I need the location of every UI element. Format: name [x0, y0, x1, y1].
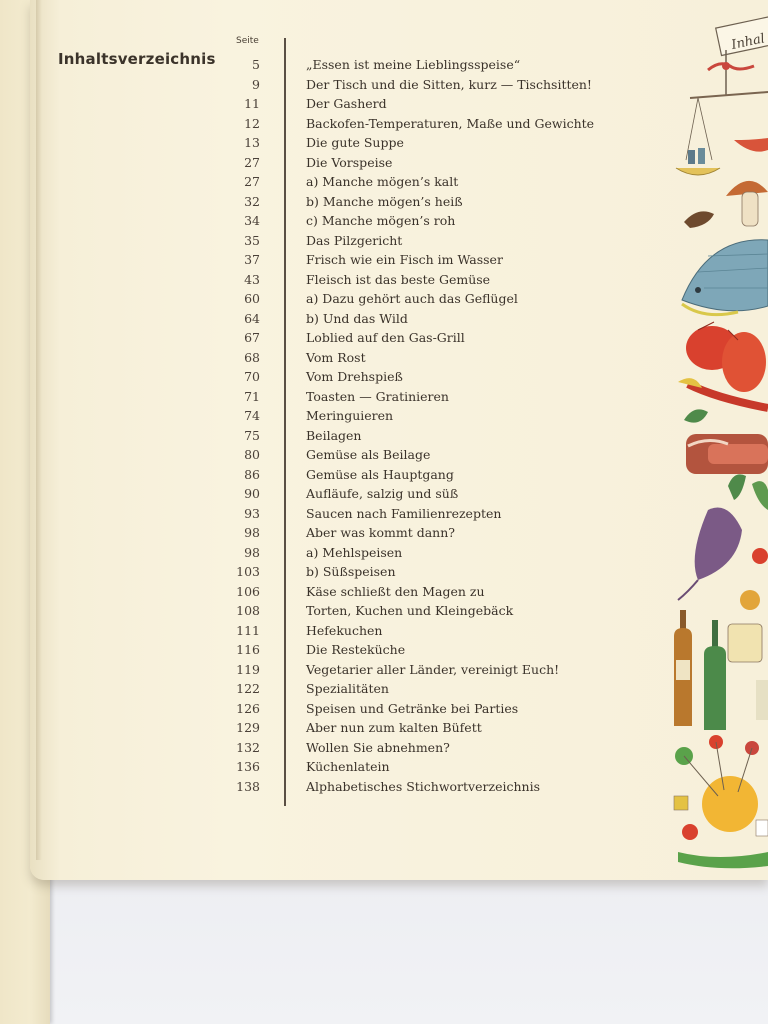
toc-entry	[0, 641, 680, 659]
toc-entry-title: Vom Rost	[306, 349, 366, 365]
toc-page-number: 70	[244, 369, 260, 384]
toc-page-number: 9	[252, 76, 260, 92]
toc-entry	[0, 212, 680, 230]
toc-entry	[0, 563, 680, 581]
toc-entry	[0, 622, 680, 640]
toc-entry	[0, 427, 680, 445]
radish-icon	[678, 474, 768, 600]
toc-page-number: 64	[244, 310, 260, 326]
toc-entry	[0, 154, 680, 172]
toc-entry-title: Der Gasherd	[306, 96, 387, 111]
toc-entry-title: Aufläufe, salzig und süß	[306, 486, 459, 501]
toc-entry	[0, 329, 680, 347]
toc-page-number: 111	[236, 622, 260, 638]
toc-page-number: 67	[244, 330, 260, 345]
toc-page-number: 11	[244, 96, 260, 111]
toc-entry	[0, 602, 680, 620]
mushroom-icon	[684, 181, 768, 228]
toc-entry	[0, 719, 680, 737]
toc-page-number: 34	[244, 213, 260, 228]
toc-entry-title: a) Dazu gehört auch das Geflügel	[306, 291, 518, 306]
toc-entry-title: Der Tisch und die Sitten, kurz — Tischsitten!	[306, 76, 592, 92]
toc-entry-title: Die Resteküche	[306, 642, 406, 657]
svg-text:Inhal: Inhal	[730, 31, 767, 54]
toc-entry-title: c) Manche mögen’s roh	[306, 213, 456, 228]
toc-entry	[0, 446, 680, 464]
toc-page-number: 80	[244, 447, 260, 462]
toc-entry-title: Die Vorspeise	[306, 154, 393, 170]
toc-entry	[0, 661, 680, 679]
food-illustration	[668, 0, 768, 880]
toc-entry-title: Backofen-Temperaturen, Maße und Gewichte	[306, 115, 595, 131]
toc-entry-title: Torten, Kuchen und Kleingebäck	[306, 603, 514, 618]
toc-entry-title: Vegetarier aller Länder, vereinigt Euch!	[306, 661, 560, 677]
toc-entry-title: Wollen Sie abnehmen?	[306, 739, 450, 755]
toc-page-number: 126	[236, 700, 260, 716]
toc-page-number: 116	[236, 642, 260, 657]
fish-icon	[682, 240, 768, 315]
toc-entry-title: Meringuieren	[306, 408, 394, 423]
toc-entry-title: Alphabetisches Stichwortverzeichnis	[306, 778, 540, 794]
toc-page-number: 75	[244, 427, 260, 443]
toc-page-number: 98	[244, 525, 260, 540]
page-column-label: Seite	[236, 36, 259, 46]
toc-entry	[0, 407, 680, 425]
toc-entry-title: Frisch wie ein Fisch im Wasser	[306, 252, 503, 267]
toc-entry-title: Käse schließt den Magen zu	[306, 583, 485, 599]
toc-entry-title: Saucen nach Familienrezepten	[306, 505, 502, 521]
toc-entry	[0, 466, 680, 484]
toc-entry	[0, 349, 680, 367]
toc-page-number: 12	[244, 115, 260, 131]
toc-entry	[0, 485, 680, 503]
toc-entry	[0, 251, 680, 269]
toc-page-number: 93	[244, 505, 260, 521]
toc-entry-title: a) Mehlspeisen	[306, 544, 403, 560]
toc-entry	[0, 680, 680, 698]
toc-page-number: 108	[236, 603, 260, 618]
toc-entry-title: Küchenlatein	[306, 759, 390, 774]
toc-page-number: 37	[244, 252, 260, 267]
toc-entry	[0, 758, 680, 776]
toc-entry-title: a) Manche mögen’s kalt	[306, 174, 459, 189]
toc-entry-title: b) Und das Wild	[306, 310, 408, 326]
lobster-icon	[678, 322, 768, 408]
toc-entry	[0, 134, 680, 152]
toc-entry	[0, 700, 680, 718]
toc-entry	[0, 368, 680, 386]
toc-entry	[0, 524, 680, 542]
toc-page-number: 71	[244, 388, 260, 404]
toc-entry	[0, 310, 680, 328]
toc-entry-title: „Essen ist meine Lieblingsspeise“	[306, 57, 521, 72]
toc-page-number: 98	[244, 544, 260, 560]
toc-entry	[0, 544, 680, 562]
toc-page-number: 32	[244, 193, 260, 209]
fruit-skewers-icon	[674, 735, 768, 868]
toc-entry-title: Spezialitäten	[306, 681, 389, 696]
toc-entry-title: Aber was kommt dann?	[306, 525, 455, 540]
toc-entry	[0, 232, 680, 250]
toc-page-number: 27	[244, 154, 260, 170]
toc-entry-title: Beilagen	[306, 427, 362, 443]
toc-page-number: 43	[244, 271, 260, 287]
toc-entry	[0, 290, 680, 308]
toc-entry	[0, 193, 680, 211]
toc-entry-title: Vom Drehspieß	[306, 369, 403, 384]
toc-entry	[0, 778, 680, 796]
toc-page-number: 138	[236, 778, 260, 794]
toc-page-number: 129	[236, 720, 260, 735]
toc-entry	[0, 76, 680, 94]
toc-entry-title: Aber nun zum kalten Büfett	[306, 720, 482, 735]
toc-entry	[0, 505, 680, 523]
toc-entry	[0, 95, 680, 113]
toc-entry-title: Toasten — Gratinieren	[306, 388, 449, 404]
toc-page-number: 35	[244, 232, 260, 248]
bottles-icon	[674, 590, 768, 730]
toc-entry	[0, 173, 680, 191]
toc-entry-title: Das Pilzgericht	[306, 232, 403, 248]
toc-page-number: 90	[244, 486, 260, 501]
toc-page-number: 122	[236, 681, 260, 696]
meat-icon	[684, 409, 768, 474]
toc-entry	[0, 583, 680, 601]
toc-entry	[0, 56, 680, 74]
toc-heading: Inhaltsverzeichnis	[58, 50, 216, 68]
toc-page-number: 136	[236, 759, 260, 774]
toc-page-number: 103	[236, 564, 260, 579]
toc-entry-title: Loblied auf den Gas-Grill	[306, 330, 465, 345]
toc-entry	[0, 739, 680, 757]
toc-page-number: 119	[236, 661, 260, 677]
scale-icon	[676, 92, 768, 175]
toc-page-number: 86	[244, 466, 260, 482]
toc-page-number: 68	[244, 349, 260, 365]
toc-page-number: 60	[244, 291, 260, 306]
toc-entry-title: Gemüse als Beilage	[306, 447, 431, 462]
toc-entry-title: Die gute Suppe	[306, 135, 404, 150]
toc-entry-title: Hefekuchen	[306, 622, 383, 638]
toc-entry-title: Gemüse als Hauptgang	[306, 466, 454, 482]
toc-entry	[0, 388, 680, 406]
toc-page-number: 5	[252, 57, 260, 72]
toc-entry	[0, 271, 680, 289]
toc-entry-title: b) Manche mögen’s heiß	[306, 193, 463, 209]
toc-entry	[0, 115, 680, 133]
toc-entry-title: Fleisch ist das beste Gemüse	[306, 271, 491, 287]
toc-page-number: 106	[236, 583, 260, 599]
sign-icon	[708, 16, 768, 95]
toc-page-number: 74	[244, 408, 260, 423]
toc-entry-title: Speisen und Getränke bei Parties	[306, 700, 519, 716]
toc-page-number: 13	[244, 135, 260, 150]
toc-page-number: 27	[244, 174, 260, 189]
toc-page-number: 132	[236, 739, 260, 755]
toc-entry-title: b) Süßspeisen	[306, 564, 396, 579]
